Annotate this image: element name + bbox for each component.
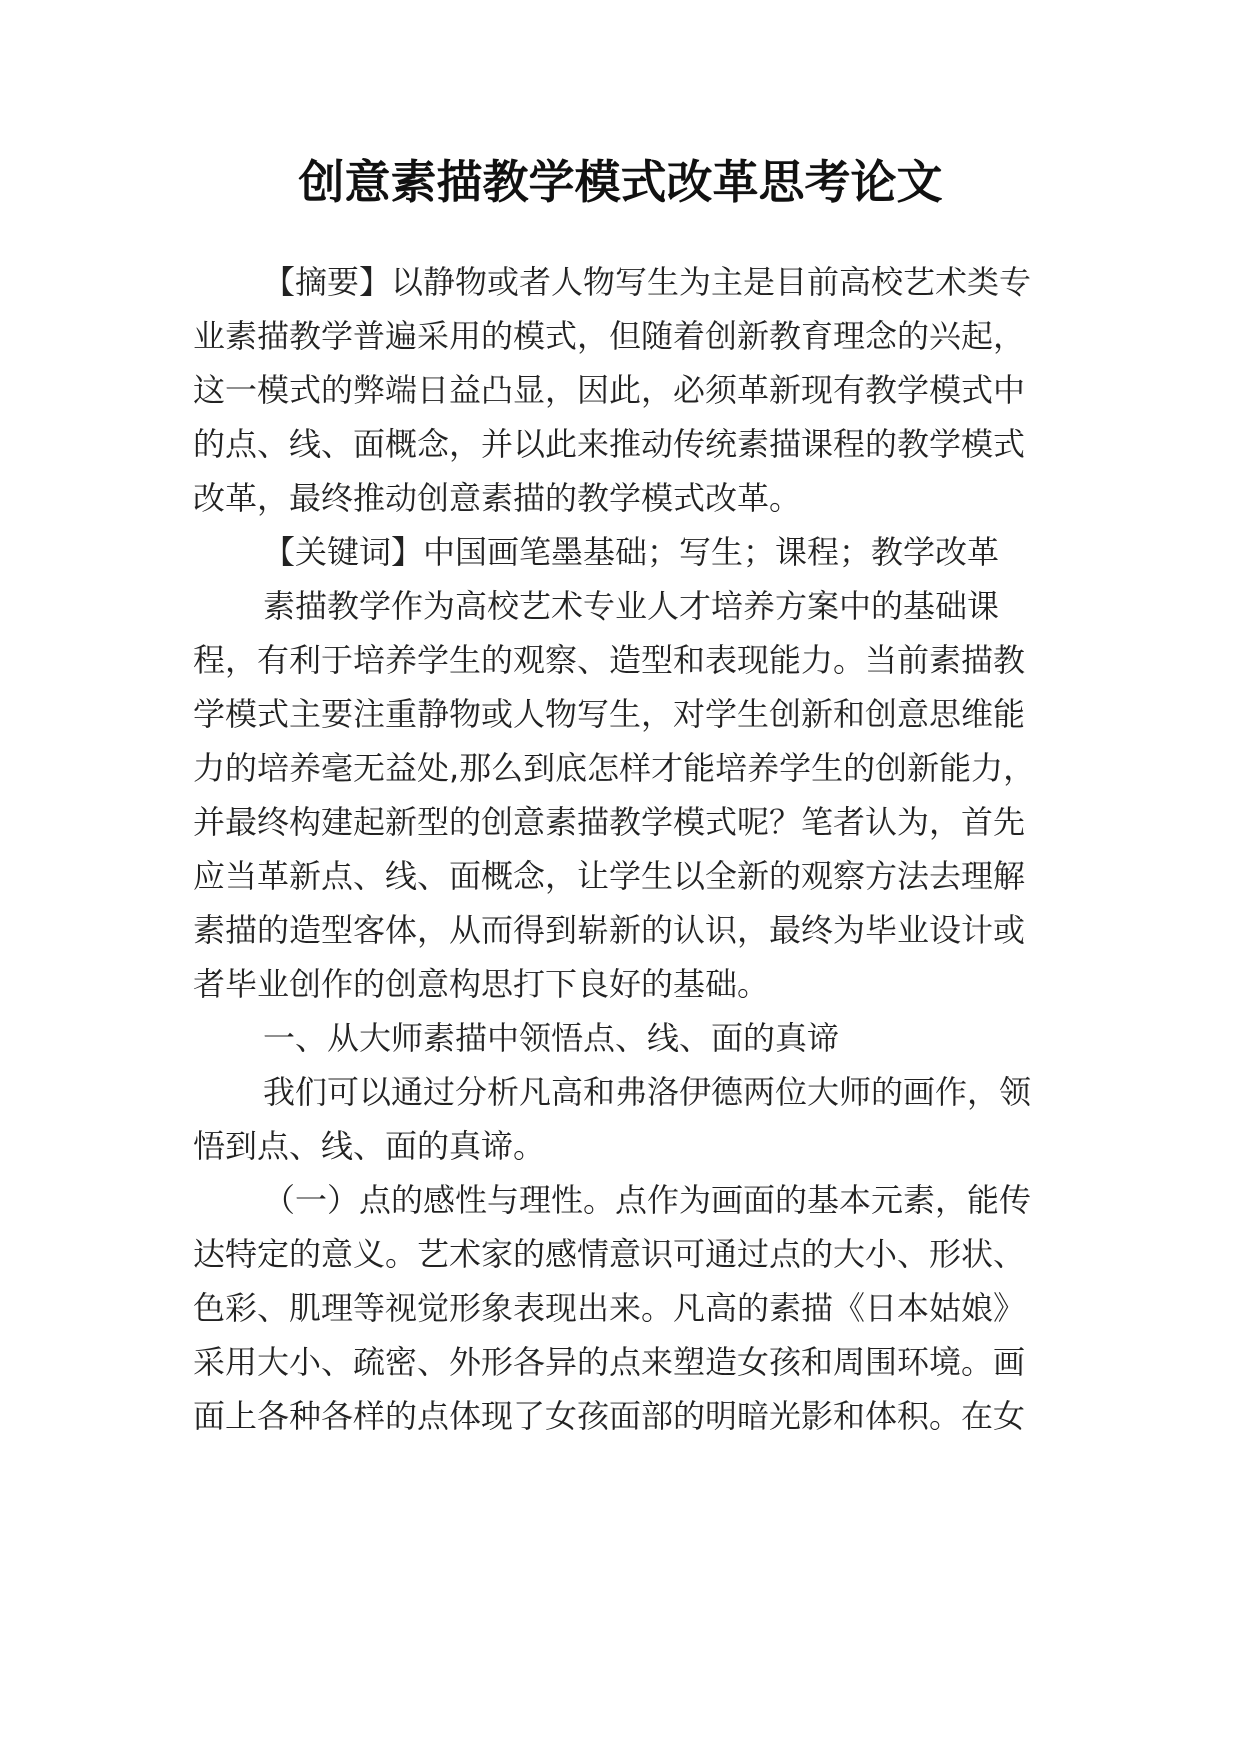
abstract-line: 这一模式的弊端日益凸显，因此，必须革新现有教学模式中 [193,371,1026,409]
body-line: 素描教学作为高校艺术专业人才培养方案中的基础课 [263,587,1000,625]
abstract-line: 的点、线、面概念，并以此来推动传统素描课程的教学模式 [193,425,1026,463]
document-title: 创意素描教学模式改革思考论文 [298,155,943,209]
body-line: 学模式主要注重静物或人物写生，对学生创新和创意思维能 [193,695,1026,733]
abstract-line: 【摘要】以静物或者人物写生为主是目前高校艺术类专 [263,263,1032,301]
section-heading: 一、从大师素描中领悟点、线、面的真谛 [263,1019,840,1057]
body-line: 面上各种各样的点体现了女孩面部的明暗光影和体积。在女 [193,1397,1026,1435]
body-line: 者毕业创作的创意构思打下良好的基础。 [193,965,770,1003]
abstract-line: 业素描教学普遍采用的模式，但随着创新教育理念的兴起， [193,317,1026,355]
body-line: 色彩、肌理等视觉形象表现出来。凡高的素描《日本姑娘》 [193,1289,1026,1327]
keywords-line: 【关键词】中国画笔墨基础；写生；课程；教学改革 [263,533,1000,571]
body-line: 力的培养毫无益处,那么到底怎样才能培养学生的创新能力， [193,749,1036,787]
body-line: 采用大小、疏密、外形各异的点来塑造女孩和周围环境。画 [193,1343,1026,1381]
body-line: 达特定的意义。艺术家的感情意识可通过点的大小、形状、 [193,1235,1026,1273]
body-line: 程，有利于培养学生的观察、造型和表现能力。当前素描教 [193,641,1026,679]
subsection-line: （一）点的感性与理性。点作为画面的基本元素，能传 [263,1181,1032,1219]
body-line: 并最终构建起新型的创意素描教学模式呢？笔者认为，首先 [193,803,1026,841]
abstract-line: 改革，最终推动创意素描的教学模式改革。 [193,479,802,517]
body-line: 我们可以通过分析凡高和弗洛伊德两位大师的画作，领 [263,1073,1032,1111]
body-line: 应当革新点、线、面概念，让学生以全新的观察方法去理解 [193,857,1026,895]
body-line: 悟到点、线、面的真谛。 [193,1127,546,1165]
body-line: 素描的造型客体，从而得到崭新的认识，最终为毕业设计或 [193,911,1026,949]
